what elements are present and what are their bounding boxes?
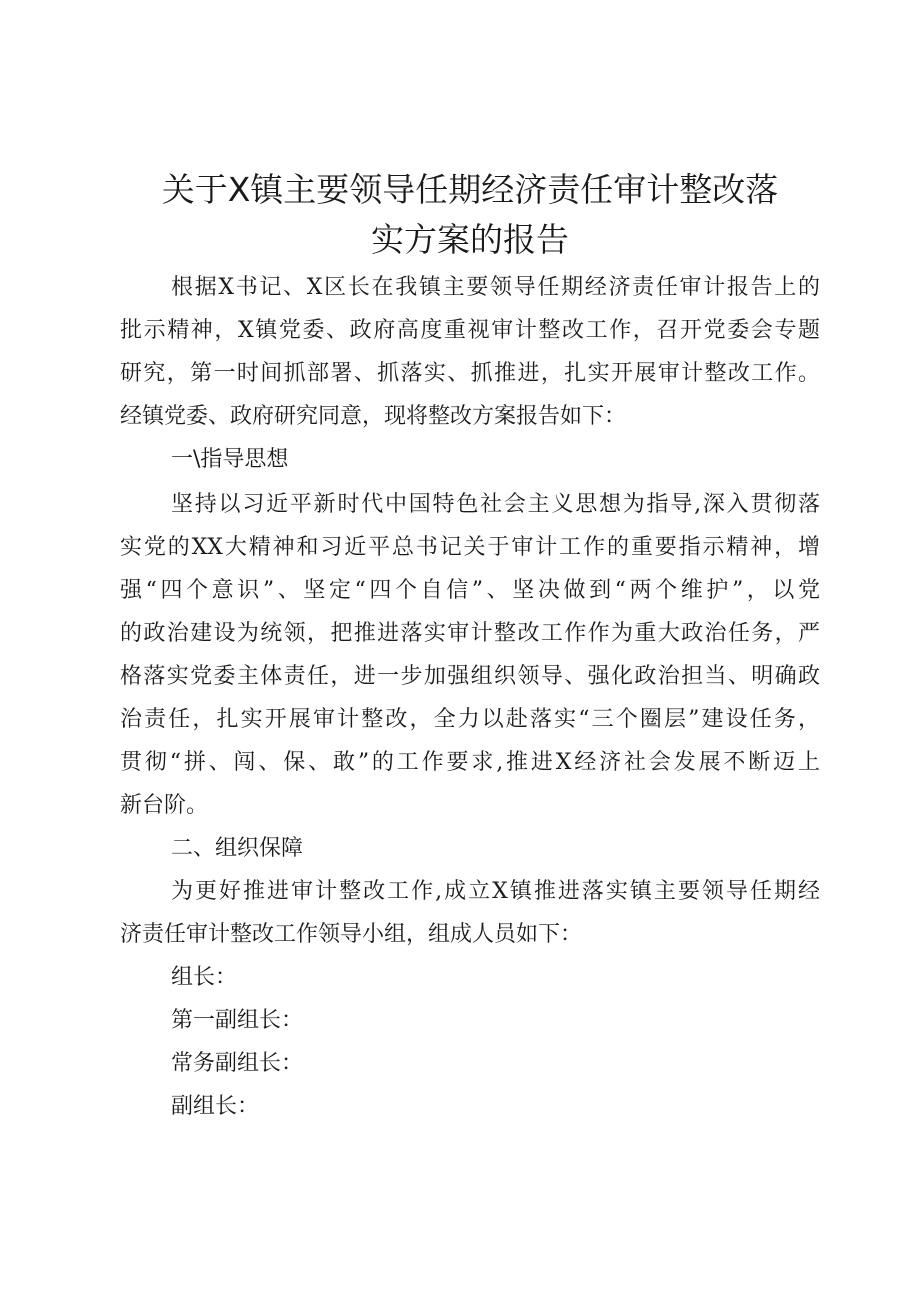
section1-paragraph-line: 治责任，扎实开展审计整改，全力以赴落实“三个圈层”建设任务， xyxy=(120,707,820,732)
section1-paragraph-line: 贯彻“拼、闯、保、敢”的工作要求,推进X经济社会发展不断迈上 xyxy=(120,750,820,775)
document-title-line-2: 实方案的报告 xyxy=(371,220,569,259)
intro-paragraph-line: 研究，第一时间抓部署、抓落实、抓推进，扎实开展审计整改工作。 xyxy=(120,361,820,386)
intro-paragraph-line: 批示精神，X镇党委、政府高度重视审计整改工作，召开党委会专题 xyxy=(120,318,820,343)
section1-paragraph-line: 新台阶。 xyxy=(120,793,209,818)
role-leader: 组长： xyxy=(171,965,238,990)
section1-paragraph-line: 坚持以习近平新时代中国特色社会主义思想为指导,深入贯彻落 xyxy=(171,492,820,517)
section1-paragraph-line: 的政治建设为统领，把推进落实审计整改工作作为重大政治任务，严 xyxy=(120,621,820,646)
role-first-deputy-leader: 第一副组长： xyxy=(171,1008,304,1033)
intro-paragraph-line: 根据X书记、X区长在我镇主要领导任期经济责任审计报告上的 xyxy=(171,275,820,300)
section2-paragraph-line: 济责任审计整改工作领导小组，组成人员如下： xyxy=(120,922,583,947)
document-title-line-1: 关于X镇主要领导任期经济责任审计整改落 xyxy=(161,170,779,209)
section1-paragraph-line: 格落实党委主体责任，进一步加强组织领导、强化政治担当、明确政 xyxy=(120,664,820,689)
intro-paragraph-line: 经镇党委、政府研究同意，现将整改方案报告如下： xyxy=(120,404,627,429)
section-heading-guiding-thought: 一\指导思想 xyxy=(171,447,289,472)
role-executive-deputy-leader: 常务副组长： xyxy=(171,1051,304,1076)
role-deputy-leader: 副组长： xyxy=(171,1094,260,1119)
section1-paragraph-line: 实党的XX大精神和习近平总书记关于审计工作的重要指示精神，增 xyxy=(120,535,820,560)
section-heading-organization: 二、组织保障 xyxy=(171,836,304,861)
section2-paragraph-line: 为更好推进审计整改工作,成立X镇推进落实镇主要领导任期经 xyxy=(171,879,820,904)
section1-paragraph-line: 强“四个意识”、坚定“四个自信”、坚决做到“两个维护”，以党 xyxy=(120,578,820,603)
